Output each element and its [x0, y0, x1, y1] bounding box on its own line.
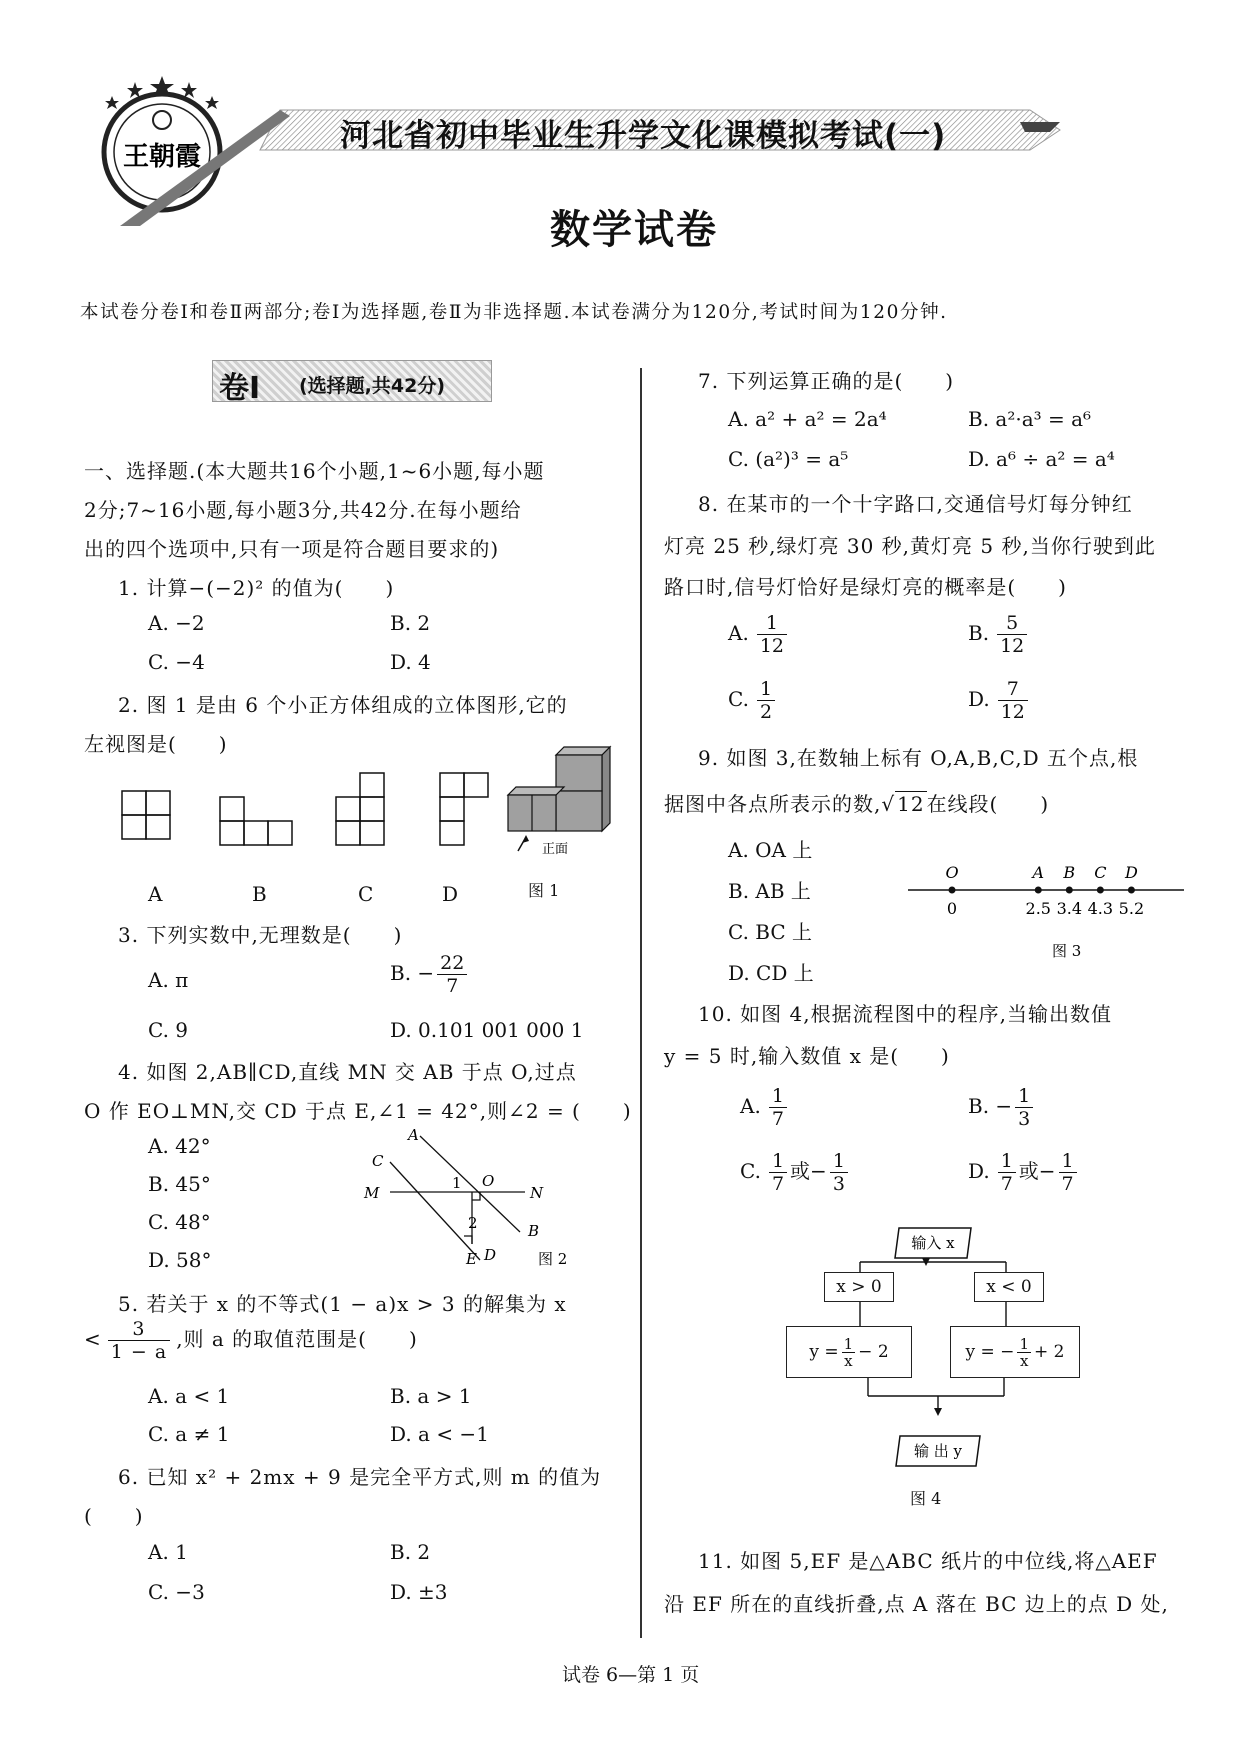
- q1-option-b[interactable]: B. 2: [390, 611, 431, 635]
- svg-text:王朝霞: 王朝霞: [122, 142, 202, 172]
- q8-stem-line2: 灯亮 25 秒,绿灯亮 30 秒,黄灯亮 5 秒,当你行驶到此: [664, 534, 1156, 558]
- svg-text:A: A: [408, 1128, 419, 1144]
- q9-option-d[interactable]: D. CD 上: [728, 961, 814, 985]
- q3-option-a[interactable]: A. π: [148, 968, 189, 992]
- axis-value-d: 5.2: [1118, 899, 1145, 918]
- q3-stem: 3. 下列实数中,无理数是( ): [118, 923, 403, 947]
- section-heading-line1: 一、选择题.(本大题共16个小题,1~6小题,每小题: [84, 459, 545, 483]
- axis-point-b: [1066, 887, 1073, 894]
- axis-label-a: A: [1032, 863, 1045, 882]
- q5-stem-line1: 5. 若关于 x 的不等式(1 − a)x > 3 的解集为 x: [118, 1292, 567, 1316]
- q10-option-d[interactable]: D. $\frac{1}{7}$ 或− $\frac{1}{7}$: [968, 1150, 1080, 1195]
- q3-option-b[interactable]: [390, 952, 470, 997]
- flow-input-shape: [893, 1226, 973, 1260]
- q5-option-a[interactable]: A. a < 1: [148, 1384, 230, 1408]
- svg-text:C: C: [372, 1152, 384, 1170]
- subject-title: 数学试卷: [550, 207, 718, 253]
- q2-figure-label: 图 1: [528, 881, 560, 900]
- exam-title: 河北省初中毕业生升学文化课模拟考试(一): [340, 118, 947, 154]
- svg-text:O: O: [482, 1172, 495, 1190]
- svg-text:正面: 正面: [542, 842, 569, 857]
- axis-point-o: [949, 887, 956, 894]
- q3-option-c[interactable]: C. 9: [148, 1018, 189, 1042]
- arrow-down-icon: [922, 1258, 942, 1416]
- q11-stem-line2: 沿 EF 所在的直线折叠,点 A 落在 BC 边上的点 D 处,: [664, 1592, 1169, 1616]
- q9-stem-line1: 9. 如图 3,在数轴上标有 O,A,B,C,D 五个点,根: [698, 746, 1139, 770]
- q4-stem-line2: O 作 EO⊥MN,交 CD 于点 E,∠1 = 42°,则∠2 = ( ): [84, 1099, 632, 1123]
- q1-option-d[interactable]: D. 4: [390, 650, 431, 674]
- q5-option-b[interactable]: B. a > 1: [390, 1384, 472, 1408]
- q9-option-a[interactable]: A. OA 上: [728, 838, 813, 862]
- svg-text:D: D: [484, 1246, 497, 1264]
- q7-stem: 7. 下列运算正确的是( ): [698, 369, 955, 393]
- flow-output-shape: [894, 1434, 982, 1468]
- svg-text:N: N: [530, 1184, 544, 1202]
- q10-option-b[interactable]: B. − $\frac{1}{3}$: [968, 1085, 1036, 1130]
- page-footer: 试卷 6—第 1 页: [562, 1664, 700, 1686]
- axis-point-a: [1035, 887, 1042, 894]
- flow-formula-left: y = $\frac{1}{x}$ − 2: [786, 1326, 912, 1378]
- view-option-a: [122, 791, 170, 839]
- flow-cond-right: x < 0: [974, 1272, 1044, 1302]
- q5-option-c[interactable]: C. a ≠ 1: [148, 1422, 230, 1446]
- q7-option-c[interactable]: C. (a²)³ = a⁵: [728, 447, 849, 471]
- q6-stem-line2: ( ): [84, 1504, 144, 1528]
- number-line: [900, 856, 1200, 966]
- axis-point-d: [1128, 887, 1135, 894]
- q2-stem-line2: 左视图是( ): [84, 732, 228, 756]
- section-heading-line2: 2分;7~16小题,每小题3分,共42分.在每小题给: [84, 498, 522, 522]
- svg-text:图 3: 图 3: [1052, 942, 1082, 960]
- q6-option-a[interactable]: A. 1: [148, 1540, 188, 1564]
- flow-cond-left: x > 0: [824, 1272, 894, 1302]
- sqrt-icon: √: [881, 792, 896, 816]
- q3-option-b-label: B. −: [390, 961, 435, 985]
- svg-text:输 出 y: 输 出 y: [913, 1442, 963, 1460]
- q2-cube-figure: [502, 745, 622, 860]
- q1-stem: 1. 计算−(−2)² 的值为( ): [118, 576, 395, 600]
- q7-option-a[interactable]: A. a² + a² = 2a⁴: [728, 407, 887, 431]
- q2-label-a[interactable]: A: [148, 882, 163, 906]
- q7-option-d[interactable]: D. a⁶ ÷ a² = a⁴: [968, 447, 1115, 471]
- view-option-d: [440, 773, 488, 845]
- q5-option-d[interactable]: D. a < −1: [390, 1422, 489, 1446]
- axis-label-c: C: [1094, 863, 1107, 882]
- q5-fraction: $\frac{3}{1 - a}$: [108, 1318, 170, 1363]
- q1-option-c[interactable]: C. −4: [148, 650, 205, 674]
- q2-label-c[interactable]: C: [358, 882, 374, 906]
- q5-stem-line2: < $\frac{3}{1 - a}$ ,则 a 的取值范围是( ): [84, 1318, 418, 1363]
- q6-option-b[interactable]: B. 2: [390, 1540, 431, 1564]
- axis-value-a: 2.5: [1025, 899, 1051, 918]
- axis-value-o: 0: [946, 899, 958, 918]
- svg-text:1: 1: [452, 1174, 462, 1192]
- flow-formula-right: y = − $\frac{1}{x}$ + 2: [950, 1326, 1080, 1378]
- q9-option-c[interactable]: C. BC 上: [728, 920, 813, 944]
- section-badge: [212, 360, 492, 406]
- axis-label-d: D: [1124, 863, 1138, 882]
- q8-option-d[interactable]: D. $\frac{7}{12}$: [968, 678, 1031, 723]
- q2-stem-line1: 2. 图 1 是由 6 个小正方体组成的立体图形,它的: [118, 693, 568, 717]
- q7-option-b[interactable]: B. a²·a³ = a⁶: [968, 407, 1092, 431]
- q11-stem-line1: 11. 如图 5,EF 是△ABC 纸片的中位线,将△AEF: [698, 1549, 1158, 1573]
- q10-option-a[interactable]: A. $\frac{1}{7}$: [740, 1085, 790, 1130]
- axis-point-c: [1097, 887, 1104, 894]
- svg-text:2: 2: [468, 1214, 478, 1232]
- axis-label-o: O: [945, 863, 959, 882]
- section-heading-line3: 出的四个选项中,只有一项是符合题目要求的): [84, 537, 500, 561]
- svg-text:E: E: [466, 1250, 477, 1268]
- q10-option-c[interactable]: C. $\frac{1}{7}$ 或− $\frac{1}{3}$: [740, 1150, 851, 1195]
- axis-value-b: 3.4: [1056, 899, 1083, 918]
- badge-main: 卷Ⅰ: [219, 371, 261, 406]
- exam-intro: 本试卷分卷Ⅰ和卷Ⅱ两部分;卷Ⅰ为选择题,卷Ⅱ为非选择题.本试卷满分为120分,考试时间为120分钟.: [80, 302, 948, 323]
- badge-sub: (选择题,共42分): [299, 375, 446, 397]
- column-divider: [640, 368, 642, 1638]
- view-option-b: [220, 797, 292, 845]
- q1-option-a[interactable]: A. −2: [148, 611, 205, 635]
- q2-label-b[interactable]: B: [252, 882, 267, 906]
- q10-stem-line2: y = 5 时,输入数值 x 是( ): [664, 1044, 950, 1068]
- svg-text:图 2: 图 2: [538, 1250, 568, 1268]
- q2-label-d[interactable]: D: [442, 882, 459, 906]
- q8-option-a[interactable]: A. $\frac{1}{12}$: [728, 612, 790, 657]
- q8-stem-line3: 路口时,信号灯恰好是绿灯亮的概率是( ): [664, 575, 1067, 599]
- view-option-c: [336, 773, 384, 845]
- q4-stem-line1: 4. 如图 2,AB∥CD,直线 MN 交 AB 于点 O,过点: [118, 1060, 577, 1084]
- q4-option-a[interactable]: A. 42°: [148, 1134, 211, 1158]
- svg-text:B: B: [528, 1222, 540, 1240]
- q4-geometry-figure: [360, 1128, 570, 1278]
- flowchart-figure-label: 图 4: [910, 1489, 942, 1508]
- q2-view-figures: [110, 755, 510, 875]
- q4-option-c[interactable]: C. 48°: [148, 1210, 211, 1234]
- svg-text:M: M: [364, 1184, 380, 1202]
- q6-stem-line1: 6. 已知 x² + 2mx + 9 是完全平方式,则 m 的值为: [118, 1465, 602, 1489]
- q9-stem-line2: 据图中各点所表示的数,√ 12 在线段( ): [664, 792, 1050, 816]
- axis-value-c: 4.3: [1087, 899, 1114, 918]
- q8-stem-line1: 8. 在某市的一个十字路口,交通信号灯每分钟红: [698, 492, 1133, 516]
- q6-option-d[interactable]: D. ±3: [390, 1580, 448, 1604]
- q3-b-fraction: $\frac{22}{7}$: [437, 952, 467, 997]
- q3-option-d[interactable]: D. 0.101 001 000 1: [390, 1018, 584, 1042]
- q8-option-b[interactable]: B. $\frac{5}{12}$: [968, 612, 1030, 657]
- q9-option-b[interactable]: B. AB 上: [728, 879, 811, 903]
- axis-label-b: B: [1063, 863, 1076, 882]
- q10-stem-line1: 10. 如图 4,根据流程图中的程序,当输出数值: [698, 1002, 1112, 1026]
- q4-option-b[interactable]: B. 45°: [148, 1172, 211, 1196]
- q6-option-c[interactable]: C. −3: [148, 1580, 205, 1604]
- q4-option-d[interactable]: D. 58°: [148, 1248, 212, 1272]
- svg-text:输入 x: 输入 x: [911, 1234, 955, 1252]
- q8-option-c[interactable]: C. $\frac{1}{2}$: [728, 678, 778, 723]
